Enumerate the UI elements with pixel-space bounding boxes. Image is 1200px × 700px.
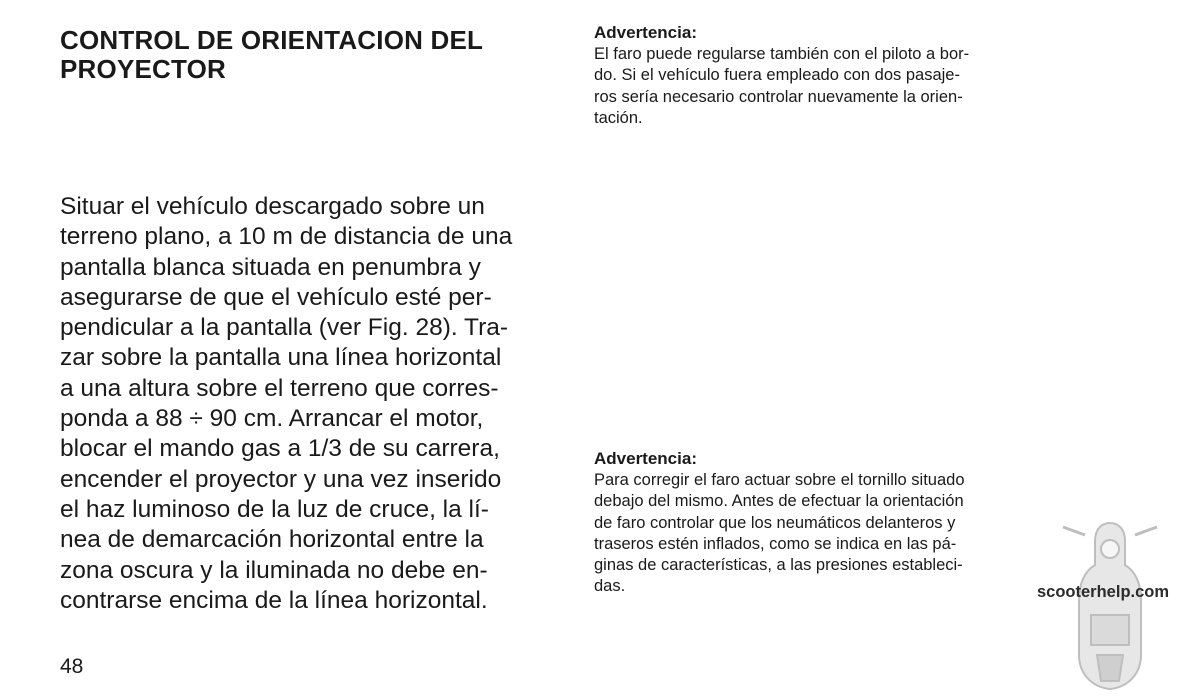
text-line: el haz luminoso de la luz de cruce, la lí- xyxy=(60,495,489,523)
instructions-paragraph xyxy=(60,192,570,616)
watermark-text: scooterhelp.com xyxy=(1037,583,1170,601)
section-title xyxy=(60,26,560,84)
text-line: contrarse encima de la línea horizontal. xyxy=(60,586,488,614)
warning-line: debajo del mismo. Antes de efectuar la orientación xyxy=(594,492,964,511)
warning-line: tación. xyxy=(594,108,643,127)
text-line: Situar el vehículo descargado sobre un xyxy=(60,193,485,220)
warning-line: Para corregir el faro actuar sobre el tornillo situado xyxy=(594,471,965,489)
text-line: asegurarse de que el vehículo esté per- xyxy=(60,283,492,311)
warning-line: de faro controlar que los neumáticos delanteros y xyxy=(594,513,956,532)
text-line: encender el proyector y una vez inserido xyxy=(60,465,502,493)
section-title-line-1: CONTROL DE ORIENTACION DEL xyxy=(60,25,484,55)
warning-line: do. Si el vehículo fuera empleado con dos pasaje- xyxy=(594,66,960,85)
warning-heading: Advertencia: xyxy=(594,449,697,468)
warning-line: ginas de características, a las presiones estableci- xyxy=(594,556,963,575)
warning-heading: Advertencia: xyxy=(594,23,697,42)
text-line: ponda a 88 ÷ 90 cm. Arrancar el motor, xyxy=(60,405,484,433)
warning-line: El faro puede regularse también con el piloto a bor- xyxy=(594,45,970,63)
text-line: blocar el mando gas a 1/3 de su carrera, xyxy=(60,435,500,463)
warning-note-adjustment xyxy=(594,448,1114,598)
text-line: a una altura sobre el terreno que corres- xyxy=(60,374,499,402)
text-line: zar sobre la pantalla una línea horizontal xyxy=(60,344,502,372)
text-line: zona oscura y la iluminada no debe en- xyxy=(60,556,488,584)
warning-note-rider xyxy=(594,22,1114,129)
warning-line: das. xyxy=(594,577,626,596)
text-line: pantalla blanca situada en penumbra y xyxy=(60,253,481,281)
text-line: pendicular a la pantalla (ver Fig. 28). Tra- xyxy=(60,314,509,342)
text-line: nea de demarcación horizontal entre la xyxy=(60,526,484,554)
warning-line: ros sería necesario controlar nuevamente la orien- xyxy=(594,87,963,106)
section-title-line-2: PROYECTOR xyxy=(60,54,227,84)
text-line: terreno plano, a 10 m de distancia de una xyxy=(60,223,513,251)
warning-line: traseros estén inflados, como se indica en las pá- xyxy=(594,534,957,553)
page-number: 48 xyxy=(60,655,84,678)
